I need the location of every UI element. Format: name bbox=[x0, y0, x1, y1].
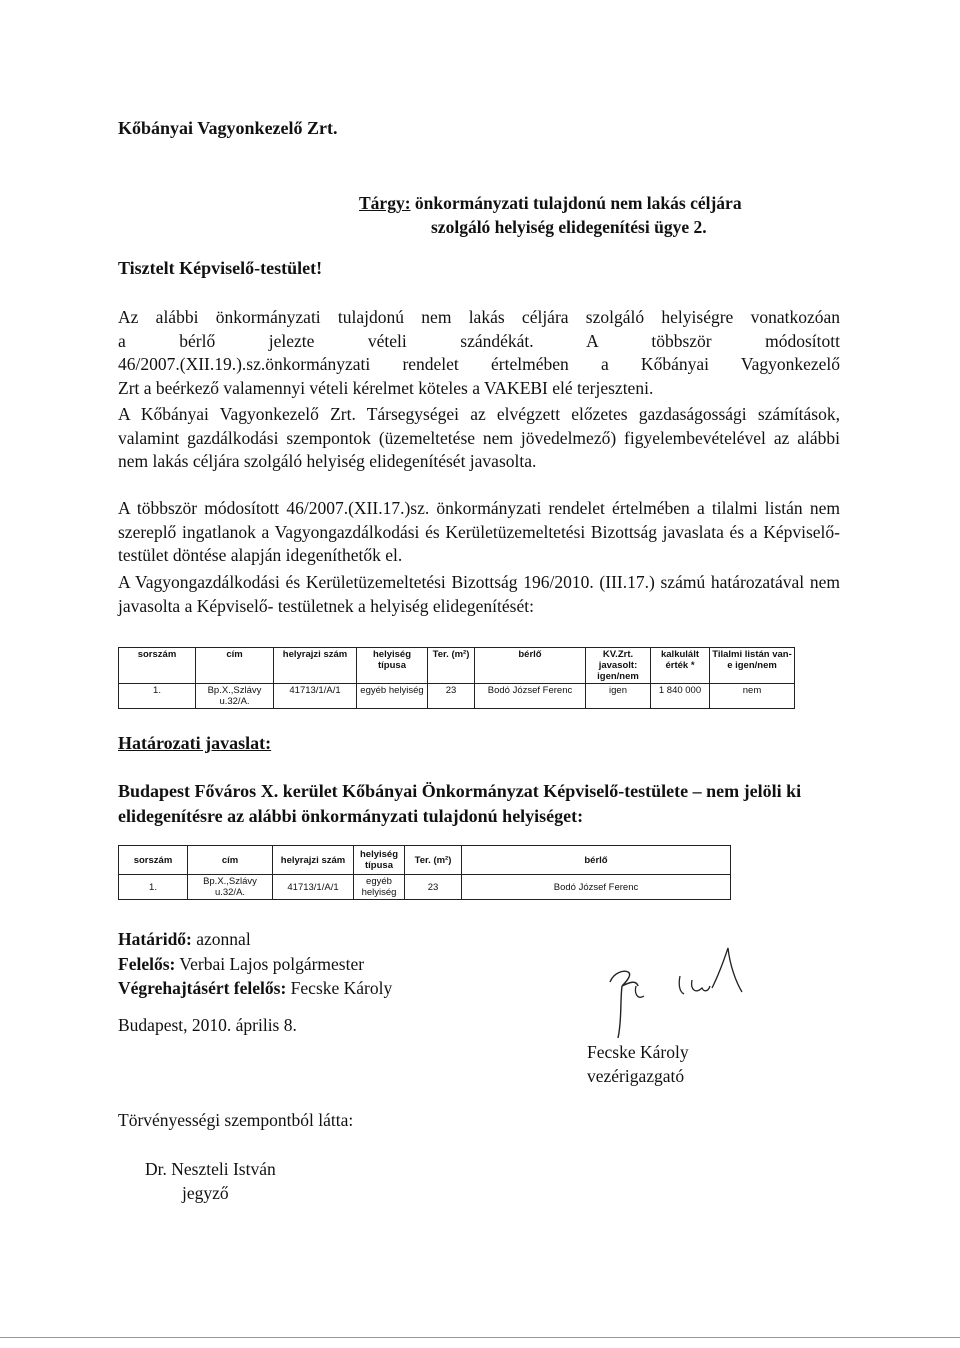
paragraph-intro-line-1: Az alábbi önkormányzati tulajdonú nem lakás céljára szolgáló helyiségre vonatkozóan bbox=[118, 307, 840, 327]
table-cell: egyéb helyiség bbox=[357, 684, 428, 709]
table-cell: Bp.X.,Szlávy u.32/A. bbox=[196, 684, 274, 709]
table-cell: 23 bbox=[405, 875, 462, 900]
table-header-cell: helyrajzi szám bbox=[274, 648, 357, 684]
table-cell: 1. bbox=[119, 875, 188, 900]
paragraph-intro-line-2: a bérlő jelezte vételi szándékát. A többször módosított bbox=[118, 330, 840, 351]
paragraph-regulation bbox=[118, 497, 840, 568]
subject-line-1: önkormányzati tulajdonú nem lakás céljára bbox=[414, 193, 742, 213]
paragraph-recommendation bbox=[118, 403, 840, 474]
table-header-cell: helyrajzi szám bbox=[273, 846, 354, 875]
table-header-cell: Tilalmi listán van-e igen/nem bbox=[710, 648, 795, 684]
table-header-cell: cím bbox=[188, 846, 273, 875]
exec-value: Fecske Károly bbox=[290, 978, 393, 998]
table-header-cell: Ter. (m²) bbox=[428, 648, 475, 684]
page-bottom-rule bbox=[0, 1337, 960, 1338]
table-cell: egyéb helyiség bbox=[354, 875, 405, 900]
deadline-line bbox=[118, 927, 392, 952]
property-table-2 bbox=[118, 845, 731, 900]
table-header-cell: cím bbox=[196, 648, 274, 684]
exec-line bbox=[118, 976, 392, 1001]
responsible-line bbox=[118, 952, 392, 977]
notary-name: Dr. Neszteli István bbox=[145, 1159, 276, 1179]
company-name: Kőbányai Vagyonkezelő Zrt. bbox=[118, 118, 338, 138]
table-cell: 1 840 000 bbox=[651, 684, 710, 709]
place-date: Budapest, 2010. április 8. bbox=[118, 1015, 297, 1035]
deadline-value: azonnal bbox=[196, 929, 251, 949]
table-header-cell: sorszám bbox=[119, 846, 188, 875]
table-header-cell: helyiség típusa bbox=[354, 846, 405, 875]
paragraph-intro-line-3: 46/2007.(XII.19.).sz.önkormányzati rendelet értelmében a Kőbányai Vagyonkezelő bbox=[118, 354, 840, 374]
paragraph-regulation-text: A többször módosított 46/2007.(XII.17.)sz. önkormányzati rendelet értelmében a tilalmi listán nem szereplő ingatlanok a Vagyongazdálkodási és Kerületüzemeltetési Bizottság javaslata és a Képviselő-testület döntése alapján idegeníthetők el. bbox=[118, 498, 840, 565]
table-row bbox=[119, 875, 731, 900]
signer-title: vezérigazgató bbox=[587, 1066, 685, 1086]
table-header-cell: bérlő bbox=[475, 648, 586, 684]
table-header-row bbox=[119, 846, 731, 875]
table-cell: Bp.X.,Szlávy u.32/A. bbox=[188, 875, 273, 900]
table-cell: nem bbox=[710, 684, 795, 709]
table-cell: Bodó József Ferenc bbox=[475, 684, 586, 709]
paragraph-committee-text: A Vagyongazdálkodási és Kerületüzemeltetési Bizottság 196/2010. (III.17.) számú határozatával nem javasolta a Képviselő- testületnek a helyiség elidegenítését: bbox=[118, 572, 840, 616]
table-header-cell: helyiség típusa bbox=[357, 648, 428, 684]
table-header-cell: Ter. (m²) bbox=[405, 846, 462, 875]
signature-image bbox=[600, 942, 760, 1042]
legal-note: Törvényességi szempontból látta: bbox=[118, 1110, 354, 1130]
table-header-cell: bérlő bbox=[462, 846, 731, 875]
notary-title: jegyző bbox=[182, 1183, 229, 1203]
decision-text: Budapest Főváros X. kerület Kőbányai Önkormányzat Képviselő-testülete – nem jelöli ki elidegenítésre az alábbi önkormányzati tulajdonú helyiséget: bbox=[118, 781, 802, 826]
table-cell: Bodó József Ferenc bbox=[462, 875, 731, 900]
table-header-row bbox=[119, 648, 795, 684]
paragraph-recommendation-text: A Kőbányai Vagyonkezelő Zrt. Társegységei az elvégzett előzetes gazdaságossági számítások, valamint gazdálkodási szempontok (üzemeltetése nem jövedelmező) figyelembevételével az alábbi nem lakás céljára szolgáló helyiség elidegenítését javasolta. bbox=[118, 404, 840, 471]
table-cell: 23 bbox=[428, 684, 475, 709]
responsibility-block bbox=[118, 927, 392, 1001]
table-header-cell: sorszám bbox=[119, 648, 196, 684]
table-cell: 41713/1/A/1 bbox=[274, 684, 357, 709]
table-cell: 41713/1/A/1 bbox=[273, 875, 354, 900]
subject-label: Tárgy: bbox=[359, 193, 411, 213]
paragraph-committee bbox=[118, 571, 840, 618]
subject-line-2: szolgáló helyiség elidegenítési ügye 2. bbox=[431, 217, 707, 237]
proposal-heading: Határozati javaslat: bbox=[118, 733, 272, 753]
responsible-label: Felelős: bbox=[118, 953, 176, 974]
responsible-value: Verbai Lajos polgármester bbox=[179, 953, 365, 974]
exec-label: Végrehajtásért felelős: bbox=[118, 978, 287, 998]
table-cell: igen bbox=[586, 684, 651, 709]
subject bbox=[359, 191, 742, 239]
signer-block bbox=[587, 1040, 689, 1088]
notary-block bbox=[145, 1157, 276, 1205]
table-header-cell: KV.Zrt. javasolt: igen/nem bbox=[586, 648, 651, 684]
property-table-1 bbox=[118, 647, 795, 709]
paragraph-intro bbox=[118, 306, 840, 400]
table-cell: 1. bbox=[119, 684, 196, 709]
table-header-cell: kalkulált érték * bbox=[651, 648, 710, 684]
salutation: Tisztelt Képviselő-testület! bbox=[118, 258, 323, 278]
table-row bbox=[119, 684, 795, 709]
deadline-label: Határidő: bbox=[118, 929, 192, 949]
signer-name: Fecske Károly bbox=[587, 1042, 689, 1062]
paragraph-intro-line-4: Zrt a beérkező valamennyi vételi kérelmet köteles a VAKEBI elé terjeszteni. bbox=[118, 377, 654, 398]
